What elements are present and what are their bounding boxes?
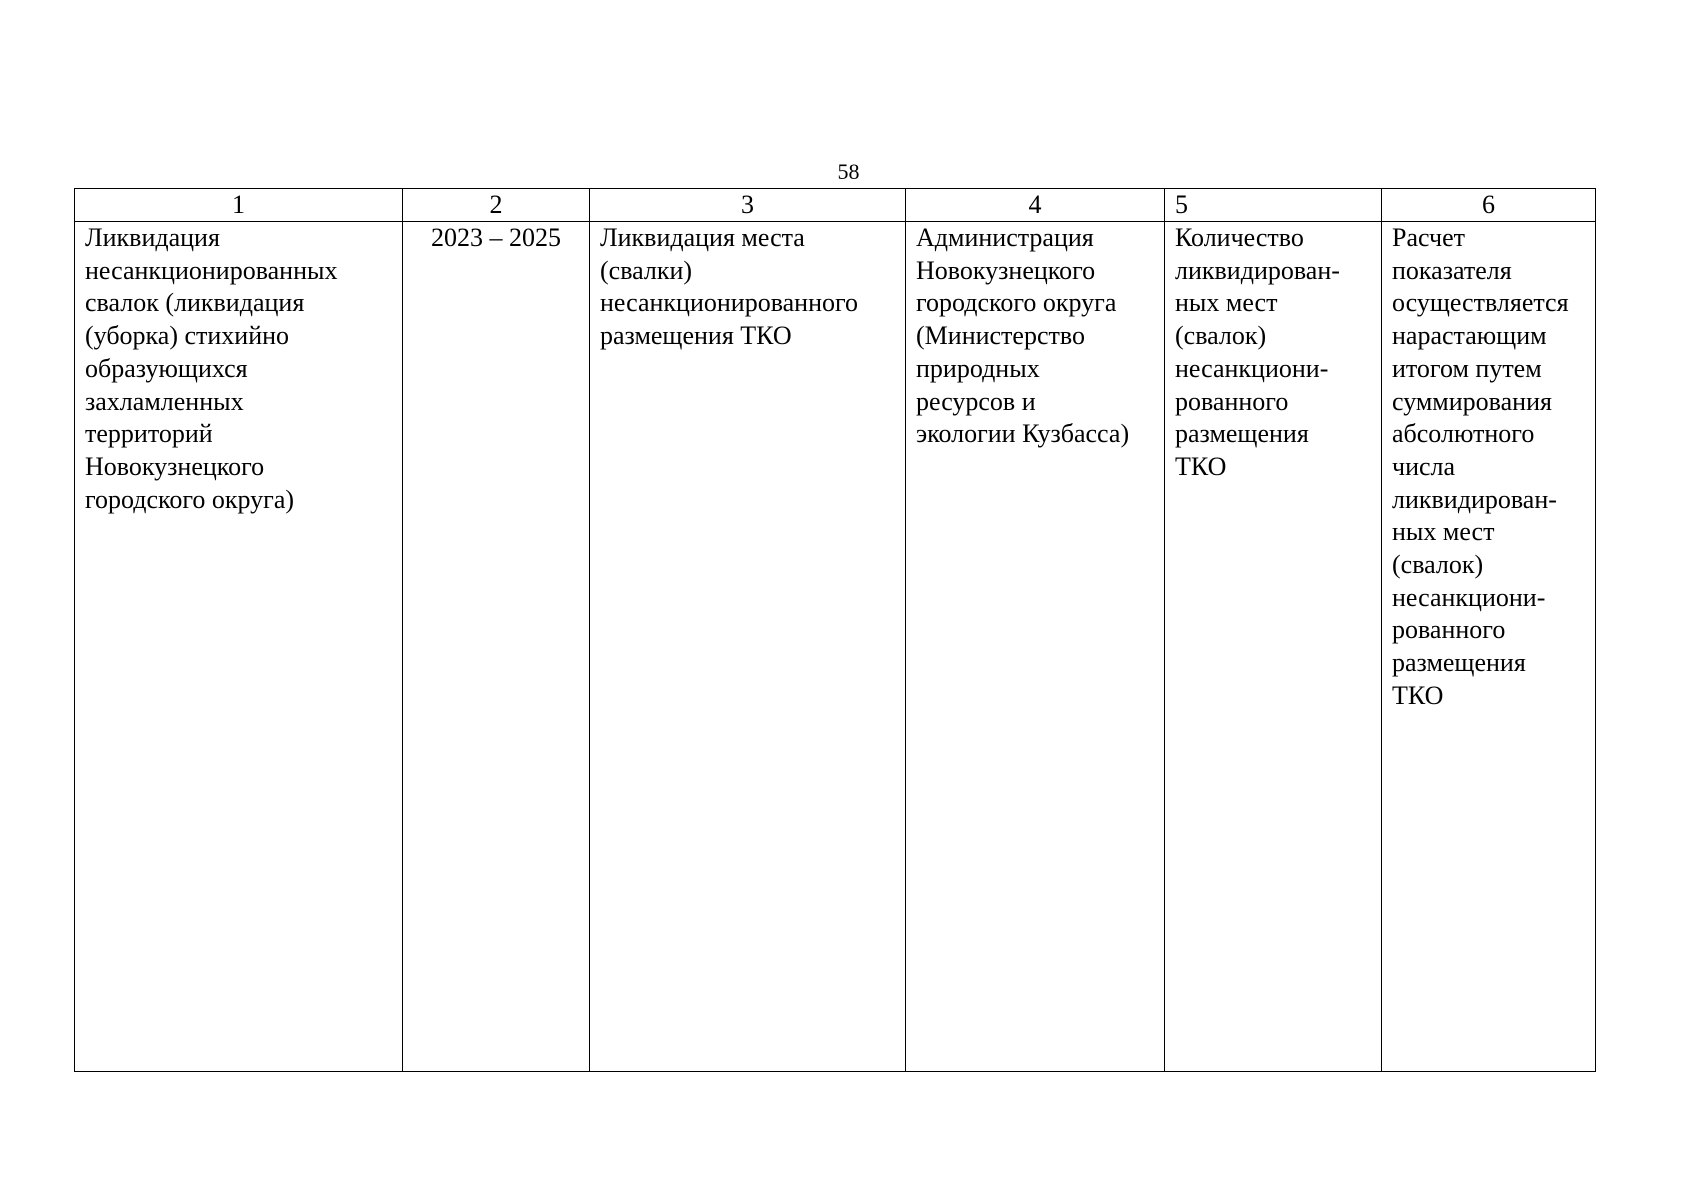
column-header-3: 3 bbox=[590, 189, 906, 222]
column-header-2: 2 bbox=[403, 189, 590, 222]
data-table bbox=[74, 188, 1596, 1072]
cell-result: Ликвидация места (свалки) несанкционированного размещения ТКО bbox=[590, 222, 906, 1072]
cell-indicator: Количество ликвидирован- ных мест (свалок) несанкциони- рованного размещения ТКО bbox=[1165, 222, 1382, 1072]
column-header-4: 4 bbox=[906, 189, 1165, 222]
page-number: 58 bbox=[837, 159, 860, 184]
column-header-1: 1 bbox=[75, 189, 403, 222]
cell-calculation: Расчет показателя осуществляется нарастающим итогом путем суммирования абсолютного числа ликвидирован- ных мест (свалок) несанкциони- рованного размещения ТКО bbox=[1382, 222, 1596, 1072]
table-row bbox=[75, 222, 1596, 1072]
table-header-row bbox=[75, 189, 1596, 222]
column-header-5: 5 bbox=[1165, 189, 1382, 222]
cell-responsible: Администрация Новокузнецкого городского округа (Министерство природных ресурсов и экологии Кузбасса) bbox=[906, 222, 1165, 1072]
cell-event-name: Ликвидация несанкционированных свалок (ликвидация (уборка) стихийно образующихся захламленных территорий Новокузнецкого городского округа) bbox=[75, 222, 403, 1072]
column-header-6: 6 bbox=[1382, 189, 1596, 222]
cell-period: 2023 – 2025 bbox=[403, 222, 590, 1072]
